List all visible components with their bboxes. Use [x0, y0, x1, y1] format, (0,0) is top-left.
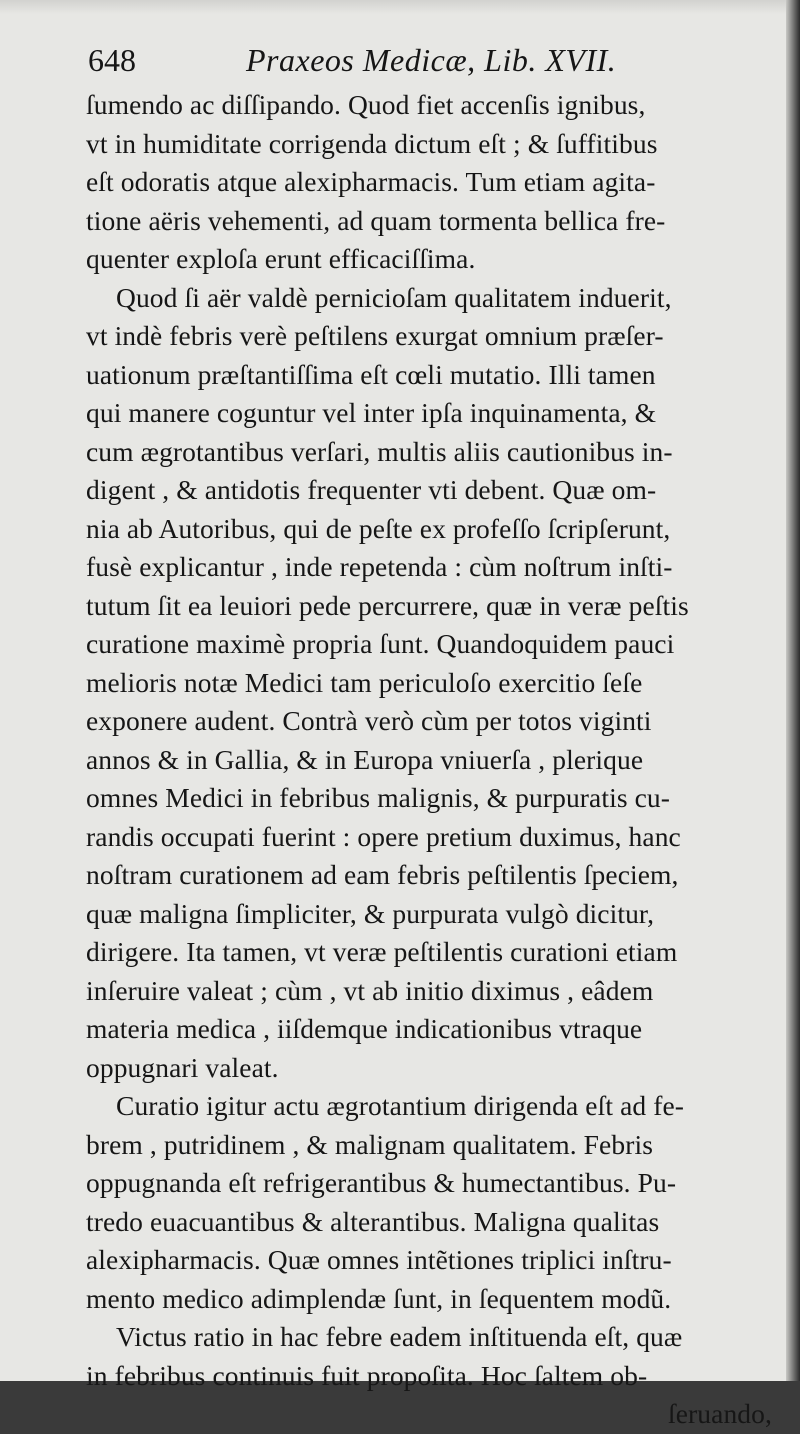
text-line: annos & in Gallia, & in Europa vniuerſa , plerique: [86, 743, 644, 775]
text-line: vt in humiditate corrigenda dictum eſt ; & ſuffitibus: [86, 127, 658, 159]
text-line: oppugnanda eſt refrigerantibus & humectantibus. Pu-: [86, 1167, 677, 1198]
text-line: brem , putridinem , & malignam qualitatem. Febris: [86, 1128, 654, 1160]
page-number: 648: [88, 42, 136, 78]
text-line: dirigere. Ita tamen, vt veræ peſtilentis curationi etiam: [86, 936, 678, 967]
text-line: uationum præſtantiſſima eſt cœli mutatio. Illi tamen: [86, 358, 656, 390]
text-line: tredo euacuantibus & alterantibus. Maligna qualitas: [86, 1205, 660, 1237]
text-line: noſtram curationem ad eam febris peſtilentis ſpeciem,: [86, 859, 679, 890]
text-line: qui manere coguntur vel inter ipſa inquinamenta, &: [86, 397, 657, 428]
text-line: cum ægrotantibus verſari, multis aliis cautionibus in-: [86, 435, 673, 467]
text-line: nia ab Autoribus, qui de peſte ex profeſſo ſcripſerunt,: [86, 512, 671, 544]
text-line: mento medico adimplendæ ſunt, in ſequentem modũ.: [86, 1282, 672, 1314]
text-line: randis occupati fuerint : opere pretium duximus, hanc: [86, 820, 681, 852]
paragraph-start-line: Quod ſi aër valdè pernicioſam qualitatem induerit,: [116, 281, 672, 313]
text-line: oppugnari valeat.: [86, 1051, 279, 1083]
text-line: tutum ſit ea leuiori pede percurrere, quæ in veræ peſtis: [86, 589, 689, 621]
catchword-line: ſeruando,: [668, 1398, 772, 1429]
text-line: quenter exploſa erunt efficaciſſima.: [86, 243, 476, 274]
text-line: in febribus continuis fuit propoſita. Hoc ſaltem ob-: [86, 1359, 648, 1391]
text-line: omnes Medici in febribus malignis, & purpuratis cu-: [86, 782, 671, 813]
text-line: eſt odoratis atque alexipharmacis. Tum etiam agita-: [86, 166, 656, 197]
text-line: quæ maligna ſimpliciter, & purpurata vulgò dicitur,: [86, 897, 655, 929]
text-line: ſumendo ac diſſipando. Quod fiet accenſis ignibus,: [86, 89, 646, 120]
body-text: [86, 86, 772, 1434]
text-line: vt indè febris verè peſtilens exurgat omnium præſer-: [86, 320, 664, 351]
text-line: exponere audent. Contrà verò cùm per totos viginti: [86, 705, 652, 736]
paragraph-start-line: Victus ratio in hac febre eadem inſtituenda eſt, quæ: [116, 1321, 683, 1352]
page-header: [88, 42, 688, 88]
page-top-shadow: [0, 0, 800, 14]
text-line: materia medica , iiſdemque indicationibus vtraque: [86, 1013, 643, 1044]
text-line: inſeruire valeat ; cùm , vt ab initio diximus , eâdem: [86, 974, 654, 1006]
text-line: fusè explicantur , inde repetenda : cùm noſtrum inſti-: [86, 551, 673, 582]
page-binding-shadow: [786, 0, 800, 1381]
text-line: alexipharmacis. Quæ omnes intẽtiones triplici inſtru-: [86, 1244, 672, 1275]
running-title: Praxeos Medicæ, Lib. XVII.: [246, 42, 617, 78]
text-line: tione aëris vehementi, ad quam tormenta bellica fre-: [86, 204, 666, 236]
text-line: melioris notæ Medici tam periculoſo exercitio ſeſe: [86, 666, 643, 698]
text-line: curatione maximè propria ſunt. Quandoquidem pauci: [86, 628, 675, 659]
paragraph-start-line: Curatio igitur actu ægrotantium dirigenda eſt ad fe-: [116, 1090, 685, 1121]
text-line: digent , & antidotis frequenter vti debent. Quæ om-: [86, 474, 657, 505]
